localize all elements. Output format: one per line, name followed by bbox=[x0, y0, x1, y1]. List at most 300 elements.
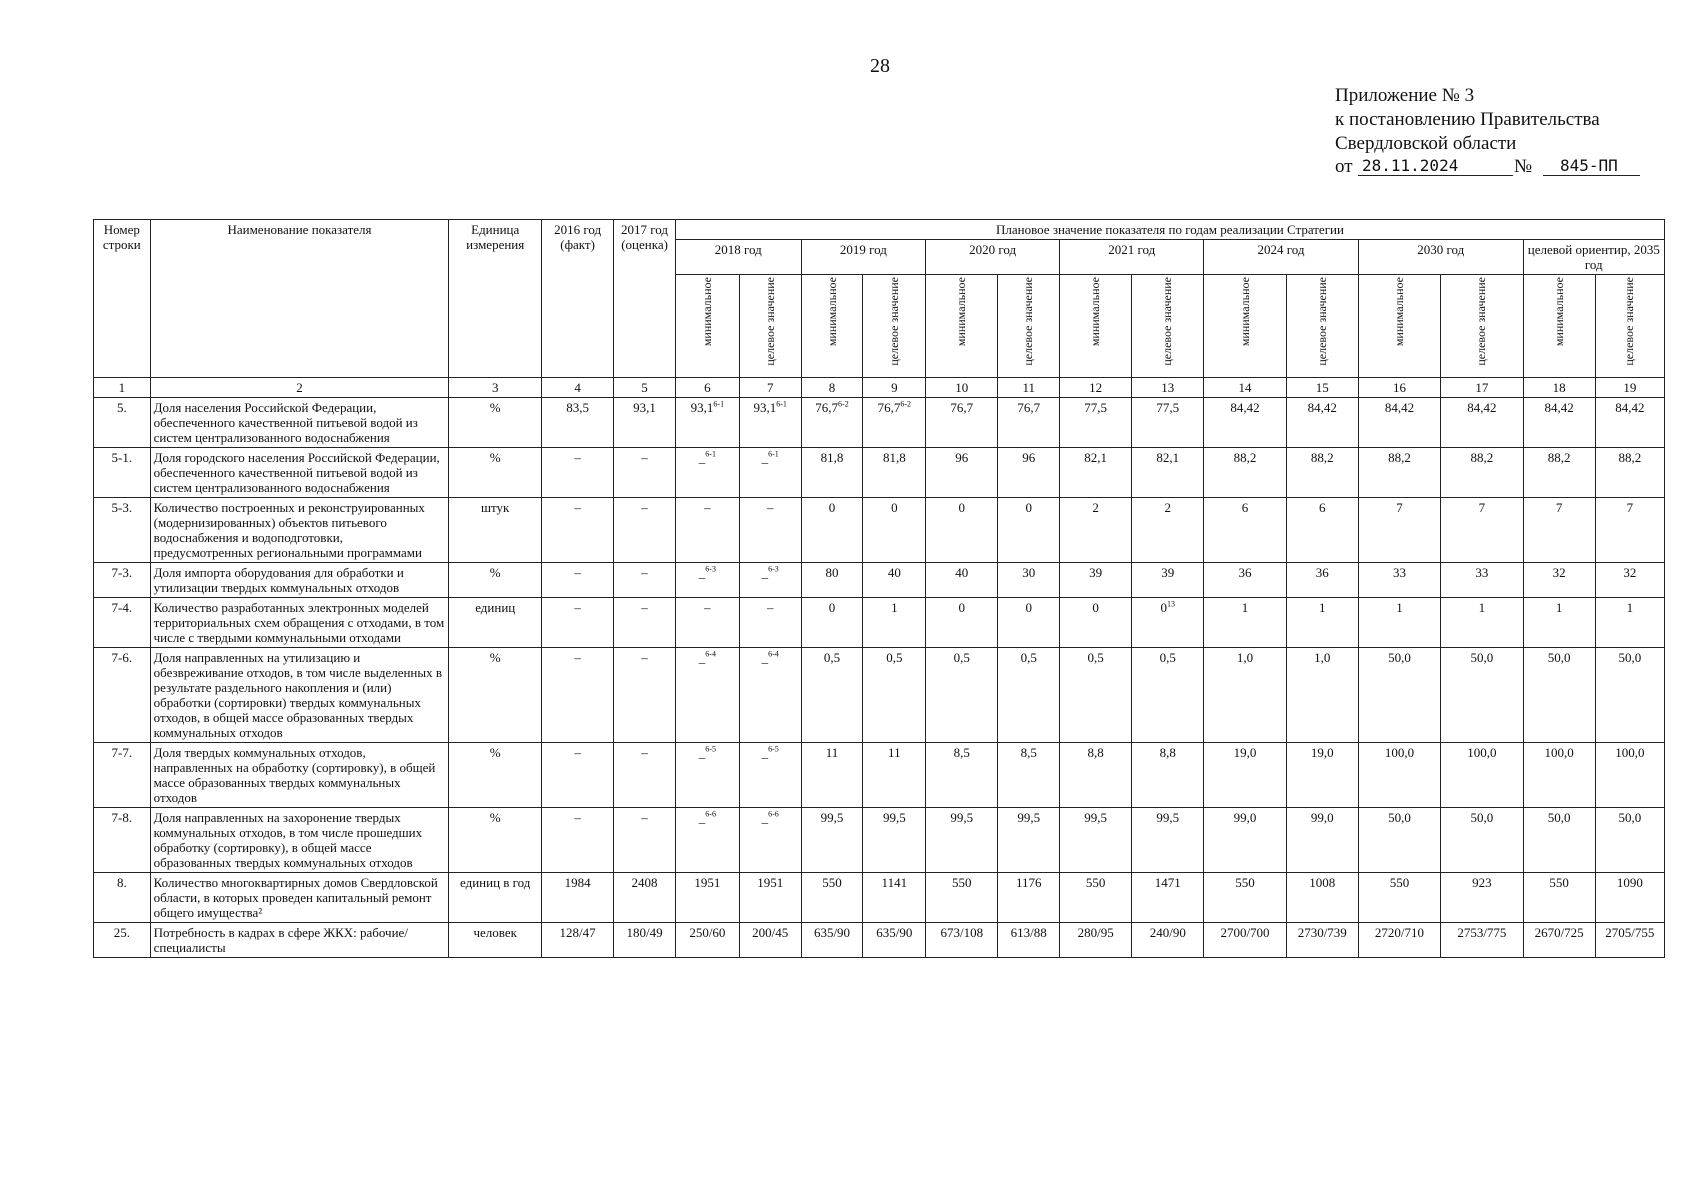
header-minimal bbox=[1358, 275, 1440, 378]
plan-value-text: 11 bbox=[825, 745, 839, 760]
column-number: 10 bbox=[926, 378, 998, 398]
column-number: 14 bbox=[1204, 378, 1286, 398]
unit: человек bbox=[449, 923, 542, 958]
plan-value-text: 0 bbox=[1092, 600, 1099, 615]
plan-value bbox=[926, 808, 998, 873]
plan-value-text: 84,42 bbox=[1615, 400, 1645, 415]
plan-value-text: _ bbox=[761, 745, 769, 760]
plan-value bbox=[1441, 598, 1523, 648]
plan-value bbox=[1523, 648, 1595, 743]
plan-value bbox=[1358, 808, 1440, 873]
plan-value-text: 93,1 bbox=[690, 400, 714, 415]
plan-value bbox=[1286, 598, 1358, 648]
plan-value bbox=[739, 648, 801, 743]
indicator-name: Доля направленных на захоронение твердых коммунальных отходов, в том числе прошедших обработку (сортировку), в общей массе образованных твердых коммунальных отходов bbox=[150, 808, 449, 873]
plan-value-text: 7 bbox=[1396, 500, 1403, 515]
plan-value-text: 99,0 bbox=[1310, 810, 1334, 825]
plan-value-text: 99,5 bbox=[820, 810, 844, 825]
plan-value-text: 76,7 bbox=[815, 400, 839, 415]
column-number: 8 bbox=[801, 378, 863, 398]
date-prefix: от bbox=[1335, 156, 1353, 177]
plan-value-text: 1951 bbox=[694, 875, 721, 890]
plan-value-text: 0 bbox=[958, 500, 966, 515]
plan-value bbox=[1358, 563, 1440, 598]
unit: единиц в год bbox=[449, 873, 542, 923]
plan-value bbox=[1523, 598, 1595, 648]
plan-value-text: 84,42 bbox=[1230, 400, 1260, 415]
plan-value-text: 99,0 bbox=[1233, 810, 1257, 825]
indicator-name: Доля импорта оборудования для обработки и утилизации твердых коммунальных отходов bbox=[150, 563, 449, 598]
header-target bbox=[739, 275, 801, 378]
footnote-ref: 13 bbox=[1167, 599, 1176, 609]
plan-value bbox=[1523, 498, 1595, 563]
plan-value bbox=[1358, 448, 1440, 498]
header-minimal bbox=[1060, 275, 1132, 378]
plan-value bbox=[1358, 598, 1440, 648]
plan-value bbox=[1132, 563, 1204, 598]
plan-value-text: 82,1 bbox=[1084, 450, 1108, 465]
plan-value bbox=[1441, 648, 1523, 743]
plan-value-text: 2670/725 bbox=[1534, 925, 1584, 940]
appendix-header bbox=[1335, 84, 1600, 156]
plan-value-text: 39 bbox=[1161, 565, 1175, 580]
plan-value bbox=[1204, 648, 1286, 743]
header-vertical-label: целевое значение bbox=[1622, 277, 1637, 366]
plan-value-text: 88,2 bbox=[1470, 450, 1494, 465]
appendix-resolution: к постановлению Правительства bbox=[1335, 109, 1600, 130]
plan-value-text: 613/88 bbox=[1010, 925, 1047, 940]
plan-value bbox=[1595, 808, 1664, 873]
unit: единиц bbox=[449, 598, 542, 648]
column-number: 9 bbox=[863, 378, 926, 398]
plan-value bbox=[1286, 563, 1358, 598]
plan-value-text: 40 bbox=[955, 565, 969, 580]
indicator-name: Доля населения Российской Федерации, обеспеченного качественной питьевой водой из систем централизованного водоснабжения bbox=[150, 398, 449, 448]
column-number: 6 bbox=[675, 378, 739, 398]
indicator-name: Количество построенных и реконструированных (модернизированных) объектов питьевого водоснабжения и водоподготовки, предусмотренных региональными программами bbox=[150, 498, 449, 563]
plan-value bbox=[863, 743, 926, 808]
plan-value-text: 84,42 bbox=[1307, 400, 1337, 415]
plan-value-text: 77,5 bbox=[1156, 400, 1180, 415]
plan-value-text: 50,0 bbox=[1388, 810, 1411, 825]
unit: % bbox=[449, 808, 542, 873]
plan-value bbox=[1286, 808, 1358, 873]
plan-value-text: 0 bbox=[1025, 500, 1032, 515]
plan-value-text: – bbox=[704, 600, 711, 615]
value-2016: 128/47 bbox=[542, 923, 614, 958]
plan-value-text: 2700/700 bbox=[1220, 925, 1270, 940]
column-number: 17 bbox=[1441, 378, 1523, 398]
plan-value-text: 99,5 bbox=[1156, 810, 1180, 825]
plan-value-text: 50,0 bbox=[1547, 810, 1571, 825]
plan-value-text: 33 bbox=[1392, 565, 1406, 580]
plan-value bbox=[1060, 498, 1132, 563]
plan-value-text: _ bbox=[698, 565, 706, 580]
header-target bbox=[1595, 275, 1664, 378]
plan-value-text: 0,5 bbox=[823, 650, 841, 665]
plan-value-text: 96 bbox=[955, 450, 969, 465]
plan-value bbox=[739, 743, 801, 808]
plan-value-text: 1 bbox=[1319, 600, 1326, 615]
plan-value-text: 36 bbox=[1315, 565, 1329, 580]
header-year: целевой ориентир, 2035 год bbox=[1523, 240, 1664, 275]
plan-value bbox=[801, 598, 863, 648]
appendix-region: Свердловской области bbox=[1335, 133, 1517, 154]
value-2017: – bbox=[614, 563, 676, 598]
plan-value-text: 0,5 bbox=[1087, 650, 1104, 665]
plan-value-text: 81,8 bbox=[882, 450, 906, 465]
plan-value bbox=[998, 598, 1060, 648]
table-row bbox=[94, 808, 1665, 873]
plan-value bbox=[1595, 873, 1664, 923]
plan-value-text: 2705/755 bbox=[1605, 925, 1655, 940]
plan-value bbox=[1060, 648, 1132, 743]
footnote-ref: 6-5 bbox=[768, 744, 779, 754]
table-row bbox=[94, 398, 1665, 448]
plan-value bbox=[801, 808, 863, 873]
footnote-ref: 6-1 bbox=[713, 399, 725, 409]
plan-value-text: 100,0 bbox=[1467, 745, 1497, 760]
plan-value bbox=[1286, 923, 1358, 958]
row-number: 8. bbox=[94, 873, 151, 923]
plan-value-text: 7 bbox=[1626, 500, 1634, 515]
plan-value-text: 550 bbox=[1549, 875, 1569, 890]
header-year: 2018 год bbox=[675, 240, 801, 275]
value-2017: – bbox=[614, 808, 676, 873]
plan-value bbox=[926, 923, 998, 958]
plan-value-text: 88,2 bbox=[1233, 450, 1257, 465]
plan-value-text: 2720/710 bbox=[1374, 925, 1425, 940]
value-2017: – bbox=[614, 448, 676, 498]
plan-value-text: 0 bbox=[891, 500, 898, 515]
column-number: 4 bbox=[542, 378, 614, 398]
plan-value bbox=[926, 398, 998, 448]
plan-value bbox=[1286, 743, 1358, 808]
row-number: 7-3. bbox=[94, 563, 151, 598]
plan-value bbox=[1523, 398, 1595, 448]
value-2016: – bbox=[542, 498, 614, 563]
footnote-ref: 6-4 bbox=[768, 649, 779, 659]
unit: штук bbox=[449, 498, 542, 563]
row-number: 5-1. bbox=[94, 448, 151, 498]
plan-value bbox=[998, 563, 1060, 598]
plan-value-text: 2 bbox=[1092, 500, 1099, 515]
plan-value bbox=[926, 498, 998, 563]
header-minimal bbox=[675, 275, 739, 378]
plan-value-text: 0 bbox=[1160, 600, 1168, 615]
header-vertical-label: минимальное bbox=[699, 277, 714, 347]
plan-value-text: 0,5 bbox=[1020, 650, 1037, 665]
plan-value bbox=[1523, 448, 1595, 498]
plan-value-text: 84,42 bbox=[1384, 400, 1415, 415]
unit: % bbox=[449, 398, 542, 448]
row-number: 7-8. bbox=[94, 808, 151, 873]
plan-value-text: 11 bbox=[888, 745, 901, 760]
plan-value-text: 0,5 bbox=[886, 650, 903, 665]
plan-value-text: 1090 bbox=[1616, 875, 1643, 890]
header-vertical-label: минимальное bbox=[1088, 277, 1103, 347]
header-minimal bbox=[801, 275, 863, 378]
plan-value-text: 550 bbox=[952, 875, 972, 890]
plan-value bbox=[1595, 923, 1664, 958]
row-number: 7-6. bbox=[94, 648, 151, 743]
plan-value bbox=[1523, 563, 1595, 598]
plan-value bbox=[739, 563, 801, 598]
plan-value bbox=[926, 648, 998, 743]
plan-value-text: 88,2 bbox=[1618, 450, 1642, 465]
plan-value-text: 99,5 bbox=[1084, 810, 1108, 825]
plan-value-text: 0,5 bbox=[953, 650, 970, 665]
table-row bbox=[94, 563, 1665, 598]
value-2017: 180/49 bbox=[614, 923, 676, 958]
plan-value-text: 635/90 bbox=[876, 925, 913, 940]
plan-value bbox=[1132, 398, 1204, 448]
plan-value-text: 1141 bbox=[881, 875, 908, 890]
plan-value-text: 1176 bbox=[1015, 875, 1042, 890]
table-row bbox=[94, 743, 1665, 808]
plan-value bbox=[1204, 498, 1286, 563]
plan-value bbox=[1204, 873, 1286, 923]
plan-value-text: _ bbox=[761, 450, 769, 465]
plan-value-text: 50,0 bbox=[1547, 650, 1571, 665]
resolution-date: 28.11.2024 bbox=[1362, 156, 1459, 175]
plan-value-text: 76,7 bbox=[877, 400, 901, 415]
plan-value bbox=[1595, 743, 1664, 808]
value-2017: 2408 bbox=[614, 873, 676, 923]
plan-value bbox=[1595, 448, 1664, 498]
plan-value bbox=[1060, 598, 1132, 648]
plan-value bbox=[675, 398, 739, 448]
plan-value-text: 50,0 bbox=[1388, 650, 1411, 665]
number-prefix: № bbox=[1514, 156, 1533, 177]
plan-value bbox=[1358, 743, 1440, 808]
plan-value-text: 1008 bbox=[1309, 875, 1336, 890]
plan-value bbox=[675, 923, 739, 958]
plan-value bbox=[1060, 398, 1132, 448]
plan-value-text: 82,1 bbox=[1156, 450, 1180, 465]
plan-value bbox=[675, 743, 739, 808]
plan-value-text: 80 bbox=[825, 565, 839, 580]
plan-value-text: – bbox=[704, 500, 711, 515]
plan-value bbox=[1060, 923, 1132, 958]
plan-value bbox=[998, 923, 1060, 958]
plan-value-text: 550 bbox=[822, 875, 842, 890]
plan-value-text: 1,0 bbox=[1236, 650, 1254, 665]
column-number: 19 bbox=[1595, 378, 1664, 398]
plan-value bbox=[863, 448, 926, 498]
value-2016: – bbox=[542, 808, 614, 873]
table-row bbox=[94, 873, 1665, 923]
indicator-name: Доля городского населения Российской Федерации, обеспеченного качественной питьевой водой из систем централизованного водоснабжения bbox=[150, 448, 449, 498]
header-vertical-label: минимальное bbox=[1391, 277, 1406, 347]
plan-value-text: 76,7 bbox=[950, 400, 974, 415]
plan-value bbox=[1286, 498, 1358, 563]
plan-value bbox=[739, 598, 801, 648]
plan-value bbox=[863, 873, 926, 923]
header-year: 2019 год bbox=[801, 240, 926, 275]
header-2016: 2016 год (факт) bbox=[542, 220, 614, 378]
plan-value bbox=[1132, 923, 1204, 958]
column-number: 1 bbox=[94, 378, 151, 398]
value-2017: – bbox=[614, 648, 676, 743]
table-row bbox=[94, 448, 1665, 498]
plan-value-text: 2753/775 bbox=[1457, 925, 1507, 940]
value-2016: – bbox=[542, 648, 614, 743]
indicator-name: Количество разработанных электронных моделей территориальных схем обращения с отходами, в том числе с твердыми коммунальными отходами bbox=[150, 598, 449, 648]
footnote-ref: 6-5 bbox=[705, 744, 716, 754]
plan-value-text: 99,5 bbox=[1017, 810, 1041, 825]
plan-value-text: 1471 bbox=[1154, 875, 1181, 890]
plan-value-text: 50,0 bbox=[1470, 650, 1494, 665]
column-number: 11 bbox=[998, 378, 1060, 398]
plan-value bbox=[1204, 923, 1286, 958]
plan-value bbox=[1441, 743, 1523, 808]
value-2017: 93,1 bbox=[614, 398, 676, 448]
plan-value bbox=[863, 598, 926, 648]
plan-value-text: _ bbox=[761, 650, 769, 665]
plan-value bbox=[1358, 398, 1440, 448]
plan-value bbox=[863, 923, 926, 958]
footnote-ref: 6-3 bbox=[768, 564, 779, 574]
plan-value-text: 923 bbox=[1472, 875, 1492, 890]
indicators-table bbox=[93, 219, 1665, 958]
plan-value-text: 81,8 bbox=[820, 450, 844, 465]
plan-value-text: 33 bbox=[1475, 565, 1489, 580]
column-number: 5 bbox=[614, 378, 676, 398]
plan-value-text: 100,0 bbox=[1384, 745, 1415, 760]
plan-value-text: 19,0 bbox=[1310, 745, 1334, 760]
plan-value-text: 1 bbox=[1396, 600, 1403, 615]
plan-value bbox=[1204, 598, 1286, 648]
footnote-ref: 6-2 bbox=[900, 399, 912, 409]
plan-value bbox=[1286, 398, 1358, 448]
plan-value bbox=[801, 648, 863, 743]
plan-value bbox=[1523, 808, 1595, 873]
header-2017: 2017 год (оценка) bbox=[614, 220, 676, 378]
value-2017: – bbox=[614, 598, 676, 648]
footnote-ref: 6-4 bbox=[705, 649, 716, 659]
header-vertical-label: минимальное bbox=[1237, 277, 1252, 347]
plan-value-text: 19,0 bbox=[1233, 745, 1257, 760]
unit: % bbox=[449, 648, 542, 743]
plan-value-text: 88,2 bbox=[1388, 450, 1411, 465]
plan-value bbox=[1441, 923, 1523, 958]
plan-value-text: 8,8 bbox=[1087, 745, 1104, 760]
plan-value-text: – bbox=[766, 600, 774, 615]
table-row bbox=[94, 923, 1665, 958]
plan-value bbox=[1595, 498, 1664, 563]
plan-value bbox=[1132, 873, 1204, 923]
plan-value bbox=[1060, 743, 1132, 808]
plan-value bbox=[739, 923, 801, 958]
plan-value bbox=[739, 498, 801, 563]
plan-value bbox=[926, 743, 998, 808]
plan-value-text: 50,0 bbox=[1618, 810, 1642, 825]
plan-value-text: 88,2 bbox=[1310, 450, 1334, 465]
plan-value-text: 32 bbox=[1623, 565, 1637, 580]
plan-value bbox=[998, 808, 1060, 873]
plan-value-text: _ bbox=[698, 810, 706, 825]
header-vertical-label: целевое значение bbox=[886, 277, 901, 366]
plan-value bbox=[1441, 448, 1523, 498]
header-year: 2021 год bbox=[1060, 240, 1204, 275]
plan-value bbox=[1523, 743, 1595, 808]
plan-value-text: 39 bbox=[1089, 565, 1103, 580]
plan-value bbox=[998, 648, 1060, 743]
plan-value-text: 1951 bbox=[757, 875, 784, 890]
plan-value-text: 76,7 bbox=[1017, 400, 1041, 415]
plan-value-text: 32 bbox=[1552, 565, 1566, 580]
plan-value-text: 280/95 bbox=[1077, 925, 1114, 940]
plan-value bbox=[1132, 648, 1204, 743]
plan-value bbox=[1523, 923, 1595, 958]
plan-value bbox=[801, 873, 863, 923]
header-year: 2024 год bbox=[1204, 240, 1358, 275]
plan-value-text: 550 bbox=[1085, 875, 1106, 890]
plan-value bbox=[1595, 648, 1664, 743]
plan-value-text: 1 bbox=[1555, 600, 1563, 615]
table-row bbox=[94, 598, 1665, 648]
plan-value-text: 1 bbox=[1478, 600, 1486, 615]
plan-value bbox=[998, 498, 1060, 563]
plan-value-text: 673/108 bbox=[940, 925, 984, 940]
indicator-name: Доля твердых коммунальных отходов, направленных на обработку (сортировку), в общей массе образованных твердых коммунальных отходов bbox=[150, 743, 449, 808]
plan-value bbox=[675, 498, 739, 563]
plan-value bbox=[675, 648, 739, 743]
plan-value-text: _ bbox=[761, 565, 769, 580]
value-2017: – bbox=[614, 743, 676, 808]
plan-value bbox=[998, 398, 1060, 448]
plan-value-text: 550 bbox=[1235, 875, 1255, 890]
plan-value-text: 0,5 bbox=[1159, 650, 1176, 665]
plan-value bbox=[1204, 808, 1286, 873]
plan-value bbox=[1441, 498, 1523, 563]
value-2017: – bbox=[614, 498, 676, 563]
plan-value bbox=[863, 648, 926, 743]
header-year: 2020 год bbox=[926, 240, 1060, 275]
footnote-ref: 6-1 bbox=[705, 449, 716, 459]
plan-value bbox=[1358, 648, 1440, 743]
unit: % bbox=[449, 448, 542, 498]
row-number: 25. bbox=[94, 923, 151, 958]
header-indicator: Наименование показателя bbox=[150, 220, 449, 378]
plan-value bbox=[863, 498, 926, 563]
plan-value-text: 50,0 bbox=[1618, 650, 1642, 665]
plan-value bbox=[863, 808, 926, 873]
footnote-ref: 6-6 bbox=[768, 809, 779, 819]
indicator-name: Количество многоквартирных домов Свердловской области, в которых проведен капитальный ремонт общего имущества² bbox=[150, 873, 449, 923]
plan-value-text: _ bbox=[698, 650, 706, 665]
plan-value bbox=[1595, 598, 1664, 648]
column-number: 3 bbox=[449, 378, 542, 398]
header-vertical-label: целевое значение bbox=[1160, 277, 1175, 366]
plan-value-text: 200/45 bbox=[752, 925, 789, 940]
plan-value bbox=[739, 808, 801, 873]
column-number: 18 bbox=[1523, 378, 1595, 398]
column-number: 13 bbox=[1132, 378, 1204, 398]
table-row bbox=[94, 648, 1665, 743]
plan-value-text: 635/90 bbox=[813, 925, 851, 940]
header-vertical-label: целевое значение bbox=[1474, 277, 1489, 366]
plan-value bbox=[1132, 598, 1204, 648]
header-minimal bbox=[1204, 275, 1286, 378]
plan-value-text: 40 bbox=[887, 565, 901, 580]
column-number: 12 bbox=[1060, 378, 1132, 398]
plan-value-text: 8,8 bbox=[1159, 745, 1176, 760]
plan-value-text: 550 bbox=[1389, 875, 1410, 890]
plan-value-text: 93,1 bbox=[753, 400, 777, 415]
plan-value bbox=[1358, 498, 1440, 563]
